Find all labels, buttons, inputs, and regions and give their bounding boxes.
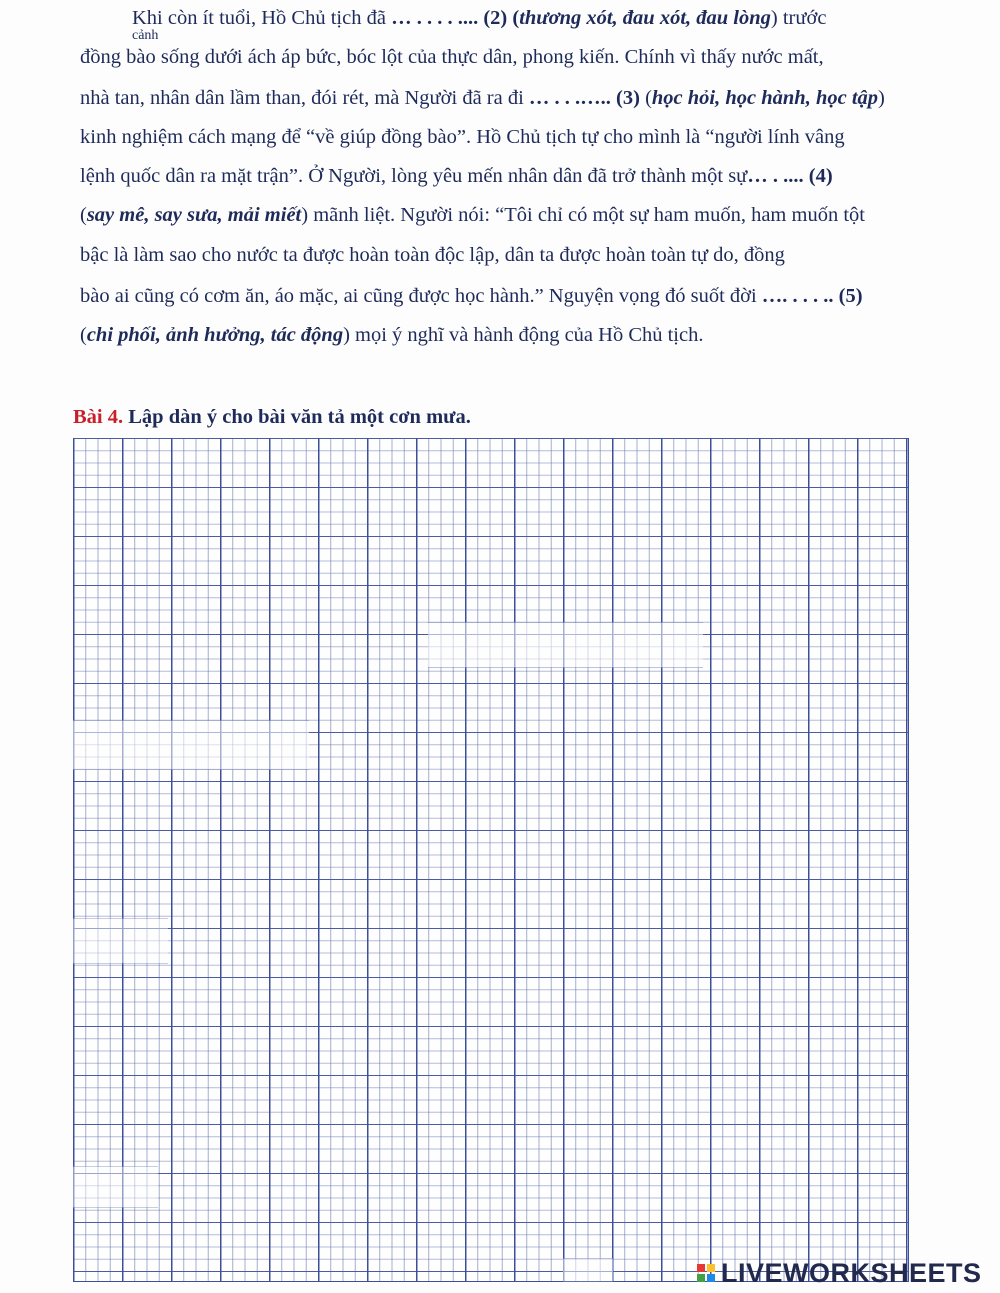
paragraph-line-8: bào ai cũng có cơm ăn, áo mặc, ai cũng được học hành.” Nguyện vọng đó suốt đời …. . . . .. (5) <box>80 285 863 307</box>
logo-blocks-icon <box>697 1264 715 1282</box>
exercise-number: Bài 4. <box>73 406 124 428</box>
paragraph-line-6: (say mê, say sưa, mải miết) mãnh liệt. Người nói: “Tôi chỉ có một sự ham muốn, ham muốn tột <box>80 204 865 226</box>
blank-4[interactable]: … . .... (4) <box>747 165 833 187</box>
grid-fragment <box>428 622 703 668</box>
writing-grid[interactable] <box>73 438 909 1282</box>
blank-2[interactable]: … . . . . .... (2) ( <box>391 7 520 29</box>
paragraph-line-3: nhà tan, nhân dân lầm than, đói rét, mà Người đã ra đi … . . .….. (3) (học hỏi, học hành, học tập) <box>80 87 885 109</box>
grid-fragment <box>73 918 168 964</box>
exercise-title: Lập dàn ý cho bài văn tả một cơn mưa. <box>128 406 471 428</box>
grid-fragment <box>563 1258 613 1282</box>
logo-wordmark: LIVEWORKSHEETS <box>721 1257 982 1288</box>
liveworksheets-logo <box>697 1257 982 1289</box>
options-4: say mê, say sưa, mải miết <box>86 204 302 226</box>
grid-fragment <box>73 720 309 770</box>
margin-note: cảnh <box>132 28 159 43</box>
options-5: chi phối, ảnh hưởng, tác động <box>86 324 344 346</box>
blank-3[interactable]: … . . .….. (3) <box>528 87 640 109</box>
paragraph-line-1: Khi còn ít tuổi, Hồ Chủ tịch đã … . . . . .... (2) (thương xót, đau xót, đau lòng) trước <box>132 7 827 29</box>
paragraph-line-9: (chi phối, ảnh hưởng, tác động) mọi ý nghĩ và hành động của Hồ Chủ tịch. <box>80 324 704 346</box>
options-2: thương xót, đau xót, đau lòng <box>519 7 771 29</box>
paragraph-line-2: đồng bào sống dưới ách áp bức, bóc lột của thực dân, phong kiến. Chính vì thấy nước mất, <box>80 46 824 68</box>
paragraph-line-5: lệnh quốc dân ra mặt trận”. Ở Người, lòng yêu mến nhân dân đã trở thành một sự… . .... (4) <box>80 165 833 187</box>
grid-fragment <box>73 1166 158 1208</box>
paragraph-line-4: kinh nghiệm cách mạng để “về giúp đồng bào”. Hồ Chủ tịch tự cho mình là “người lính vâng <box>80 126 845 148</box>
options-3: học hỏi, học hành, học tập <box>651 87 879 109</box>
blank-5[interactable]: …. . . . .. (5) <box>761 285 863 307</box>
exercise-heading <box>73 404 471 430</box>
paragraph-line-7: bậc là làm sao cho nước ta được hoàn toàn độc lập, dân ta được hoàn toàn tự do, đồng <box>80 244 785 266</box>
